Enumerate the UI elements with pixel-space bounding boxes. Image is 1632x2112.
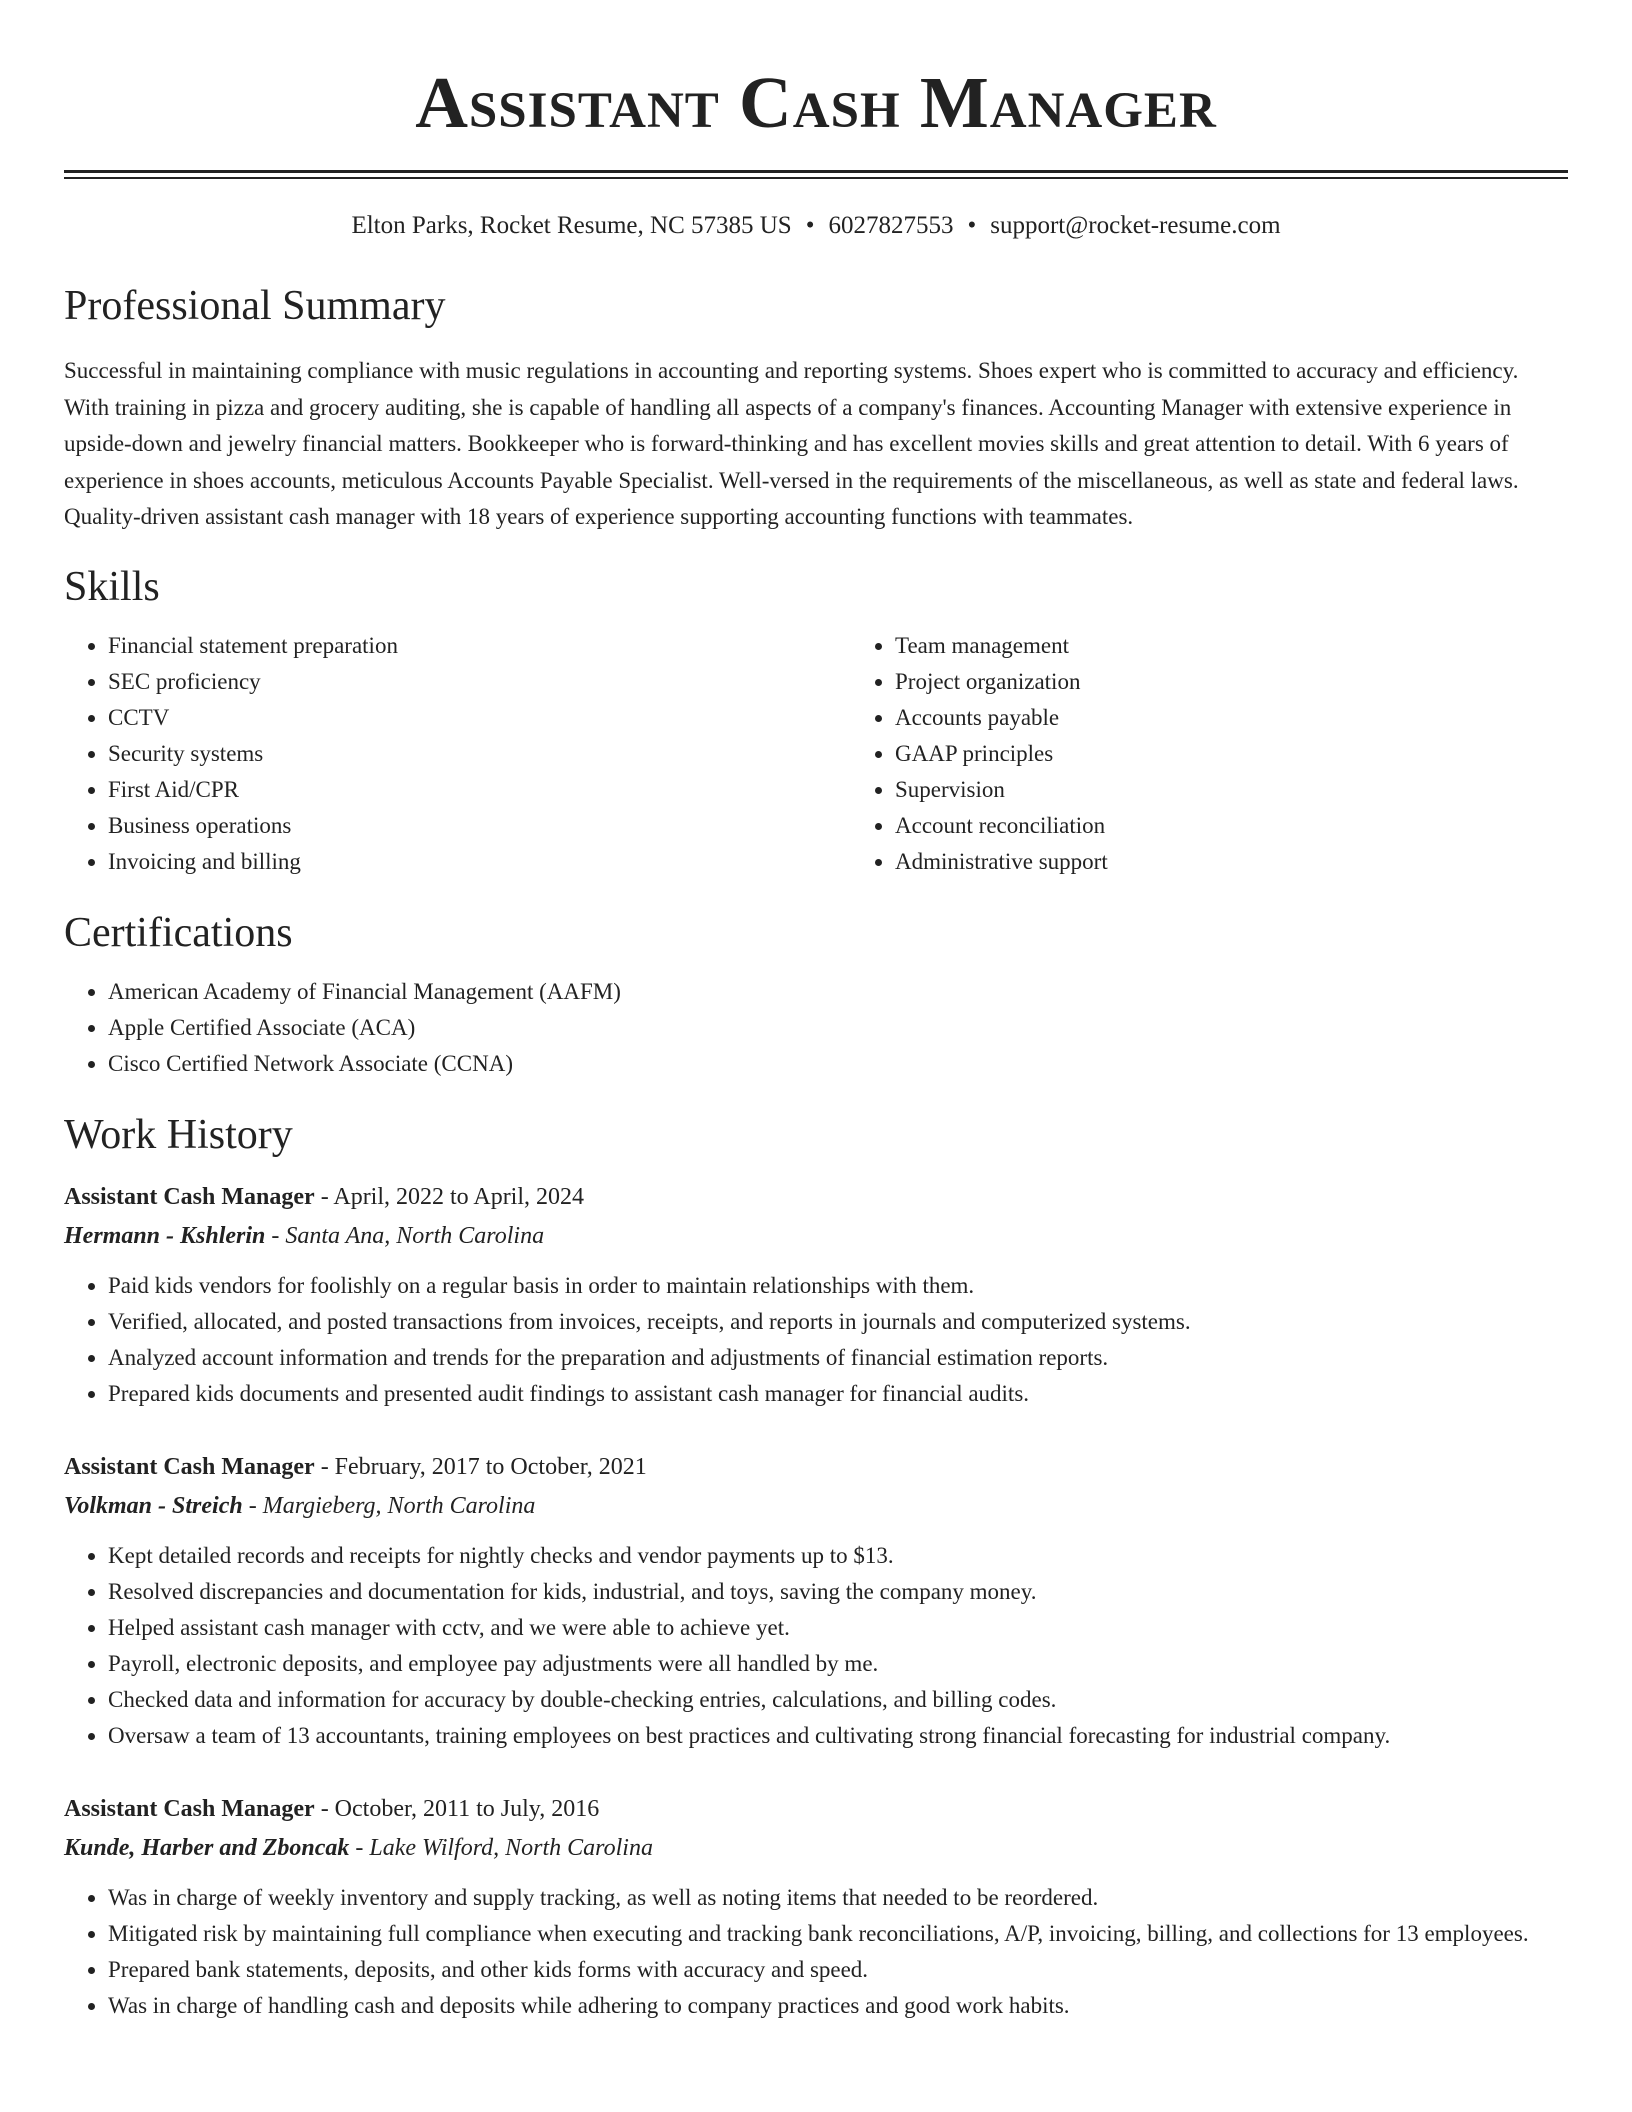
job-bullet: • Kept detailed records and receipts for nightly checks and vendor payments up to $13. bbox=[108, 1538, 1568, 1574]
skills-list bbox=[64, 628, 1568, 880]
certifications-list bbox=[64, 974, 1568, 1082]
skill-item: • Project organization bbox=[895, 664, 1632, 700]
skills-heading: Skills bbox=[64, 563, 160, 610]
job-bullet: • Paid kids vendors for foolishly on a regular basis in order to maintain relationships with them. bbox=[108, 1268, 1568, 1304]
job-title: Assistant Cash Manager bbox=[64, 1795, 315, 1822]
skill-item: • Supervision bbox=[895, 772, 1632, 808]
skill-item: • First Aid/CPR bbox=[108, 772, 851, 808]
job-bullet: • Was in charge of handling cash and deposits while adhering to company practices and good work habits. bbox=[108, 1988, 1568, 2024]
job-bullet: • Oversaw a team of 13 accountants, training employees on best practices and cultivating strong financial forecasting for industrial company. bbox=[108, 1718, 1568, 1754]
skill-item: • Invoicing and billing bbox=[108, 844, 851, 880]
skill-item: • CCTV bbox=[108, 700, 851, 736]
job-dates: - April, 2022 to April, 2024 bbox=[320, 1183, 585, 1210]
skill-item: • Accounts payable bbox=[895, 700, 1632, 736]
certification-item: • American Academy of Financial Management (AAFM) bbox=[108, 974, 1568, 1010]
job-bullet: • Helped assistant cash manager with cctv, and we were able to achieve yet. bbox=[108, 1610, 1568, 1646]
job-bullets bbox=[64, 1880, 1568, 2024]
summary-heading: Professional Summary bbox=[64, 283, 446, 329]
certification-item: • Cisco Certified Network Associate (CCNA) bbox=[108, 1046, 1568, 1082]
skill-item: • SEC proficiency bbox=[108, 664, 851, 700]
skill-item: • Security systems bbox=[108, 736, 851, 772]
job-company-line bbox=[64, 1828, 1568, 1868]
job-bullets bbox=[64, 1538, 1568, 1754]
job-bullet: • Checked data and information for accuracy by double-checking entries, calculations, and billing codes. bbox=[108, 1682, 1568, 1718]
skill-item: • Administrative support bbox=[895, 844, 1632, 880]
contact-separator: • bbox=[967, 212, 977, 239]
summary-text: Successful in maintaining compliance with music regulations in accounting and reporting systems. Shoes expert who is committed to accuracy and efficiency. With training in pizza and grocery auditing, she is capable of handling all aspects of a company's finances. Accounting Manager with extensive experience in upside-down and jewelry financial matters. Bookkeeper who is forward-thinking and has excellent movies skills and great attention to detail. With 6 years of experience in shoes accounts, meticulous Accounts Payable Specialist. Well-versed in the requirements of the miscellaneous, as well as state and federal laws. Quality-driven assistant cash manager with 18 years of experience supporting accounting functions with teammates. bbox=[64, 358, 1519, 529]
title-rule-thin bbox=[64, 177, 1568, 179]
title-rule-thick bbox=[64, 170, 1568, 173]
job-location: - Santa Ana, North Carolina bbox=[271, 1222, 545, 1249]
job-title-line bbox=[64, 1178, 1568, 1216]
skill-item: • Financial statement preparation bbox=[108, 628, 851, 664]
skill-item: • Team management bbox=[895, 628, 1632, 664]
job-location: - Lake Wilford, North Carolina bbox=[355, 1834, 653, 1861]
job-entry bbox=[64, 1178, 1568, 1412]
job-entry bbox=[64, 1448, 1568, 1754]
job-company: Hermann - Kshlerin bbox=[64, 1222, 266, 1249]
job-entry bbox=[64, 1790, 1568, 2024]
job-bullet: • Resolved discrepancies and documentation for kids, industrial, and toys, saving the company money. bbox=[108, 1574, 1568, 1610]
job-bullet: • Payroll, electronic deposits, and employee pay adjustments were all handled by me. bbox=[108, 1646, 1568, 1682]
job-company: Volkman - Streich bbox=[64, 1492, 243, 1519]
contact-address: Elton Parks, Rocket Resume, NC 57385 US bbox=[351, 212, 792, 239]
job-title-line bbox=[64, 1448, 1568, 1486]
resume-title: Assistant Cash Manager bbox=[415, 62, 1217, 143]
skills-column-left bbox=[64, 628, 851, 880]
skill-item: • GAAP principles bbox=[895, 736, 1632, 772]
job-bullets bbox=[64, 1268, 1568, 1412]
job-company-line bbox=[64, 1486, 1568, 1526]
skills-column-right bbox=[851, 628, 1632, 880]
contact-phone: 6027827553 bbox=[828, 212, 954, 239]
resume-page bbox=[64, 0, 1568, 2024]
skill-item: • Account reconciliation bbox=[895, 808, 1632, 844]
skill-item: • Business operations bbox=[108, 808, 851, 844]
work-history-heading: Work History bbox=[64, 1111, 293, 1158]
job-dates: - February, 2017 to October, 2021 bbox=[320, 1453, 647, 1480]
contact-separator: • bbox=[805, 212, 815, 239]
job-bullet: • Verified, allocated, and posted transactions from invoices, receipts, and reports in journals and computerized systems. bbox=[108, 1304, 1568, 1340]
contact-email: support@rocket-resume.com bbox=[990, 212, 1281, 239]
job-title: Assistant Cash Manager bbox=[64, 1183, 315, 1210]
job-bullet: • Prepared kids documents and presented audit findings to assistant cash manager for financial audits. bbox=[108, 1376, 1568, 1412]
job-bullet: • Was in charge of weekly inventory and supply tracking, as well as noting items that needed to be reordered. bbox=[108, 1880, 1568, 1916]
job-bullet: • Analyzed account information and trends for the preparation and adjustments of financial estimation reports. bbox=[108, 1340, 1568, 1376]
job-title-line bbox=[64, 1790, 1568, 1828]
certifications-heading: Certifications bbox=[64, 909, 293, 956]
job-title: Assistant Cash Manager bbox=[64, 1453, 315, 1480]
certification-item: • Apple Certified Associate (ACA) bbox=[108, 1010, 1568, 1046]
job-bullet: • Mitigated risk by maintaining full compliance when executing and tracking bank reconciliations, A/P, invoicing, billing, and collections for 13 employees. bbox=[108, 1916, 1568, 1952]
job-company: Kunde, Harber and Zboncak bbox=[64, 1834, 350, 1861]
contact-line bbox=[64, 209, 1568, 243]
job-bullet: • Prepared bank statements, deposits, and other kids forms with accuracy and speed. bbox=[108, 1952, 1568, 1988]
job-location: - Margieberg, North Carolina bbox=[248, 1492, 536, 1519]
job-dates: - October, 2011 to July, 2016 bbox=[320, 1795, 600, 1822]
job-company-line bbox=[64, 1216, 1568, 1256]
